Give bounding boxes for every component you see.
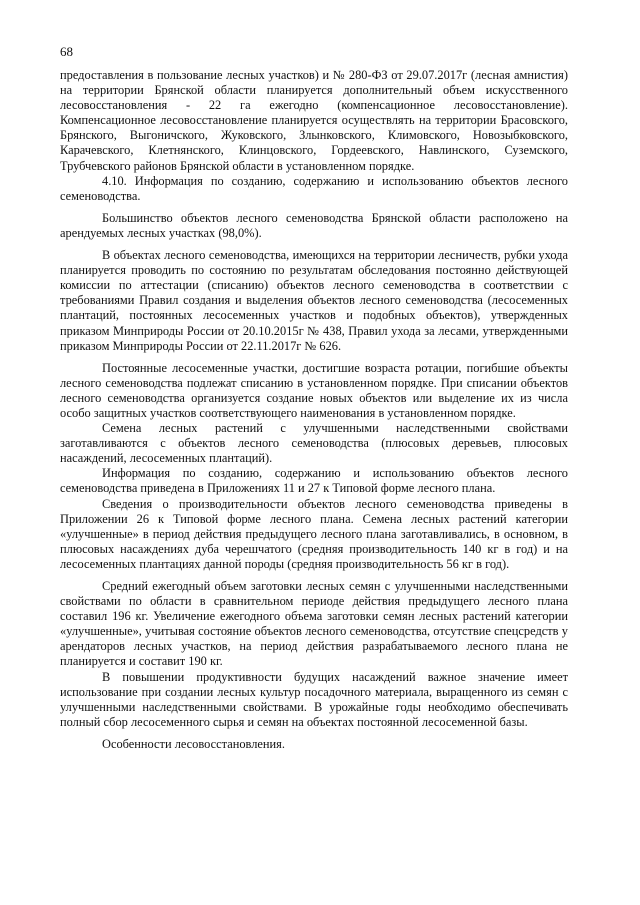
- paragraph-annual-volume: Средний ежегодный объем заготовки лесных семян с улучшенными наследственными свойствами по области в сравнительном периоде действия предыдущего лесного плана составил 196 кг. Увеличение ежегодного объема заготовки семян лесных растений категории «улучшенные», учитывая состояние объектов лесного семеноводства, отсутствие спецсредств у арендаторов лесных участков, на период действия разрабатываемого лесного плана не планируется и составит 190 кг.: [60, 579, 568, 669]
- paragraph-continuation: предоставления в пользование лесных участков) и № 280-ФЗ от 29.07.2017г (лесная амнистия) на территории Брянской области планируется дополнительный объем искусственного лесовосстановления - 22 га ежегодно (компенсационное лесовосстановление). Компенсационное лесовосстановление планируется осуществлять на территории Брасовского, Брянского, Выгоничского, Жуковского, Злынковского, Климовского, Новозыбковского, Карачевского, Клетнянского, Клинцовского, Гордеевского, Навлинского, Суземского, Трубчевского районов Брянской области в установленном порядке.: [60, 68, 568, 173]
- section-heading-4-10: 4.10. Информация по созданию, содержанию и использованию объектов лесного семеноводства.: [60, 173, 568, 203]
- document-body: [60, 68, 568, 752]
- paragraph-thinning: В объектах лесного семеноводства, имеющихся на территории лесничеств, рубки ухода планируется проводить по состоянию по результатам обследования постоянно действующей комиссии по аттестации (списанию) объектов лесного семеноводства в соответствии с требованиями Правил создания и выделения объектов лесного семеноводства (лесосеменных плантаций, постоянных лесосеменных участков и подобных объектов), утвержденных приказом Минприроды России от 20.10.2015г № 438, Правил ухода за лесами, утвержденными приказом Минприроды России от 22.11.2017г № 626.: [60, 248, 568, 353]
- paragraph-productivity-increase: В повышении продуктивности будущих насаждений важное значение имеет использование при создании лесных культур посадочного материала, выращенного из семян с улучшенными наследственными свойствами. В урожайные годы необходимо обеспечивать полный сбор лесосеменного сырья и семян на объектах постоянной лесосеменной базы.: [60, 669, 568, 729]
- page-number: 68: [60, 44, 73, 59]
- paragraph-improved-seeds: Семена лесных растений с улучшенными наследственными свойствами заготавливаются с объектов лесного семеноводства (плюсовых деревьев, плюсовых насаждений, лесосеменных плантаций).: [60, 421, 568, 466]
- paragraph-seed-objects-share: Большинство объектов лесного семеноводства Брянской области расположено на арендуемых лесных участках (98,0%).: [60, 210, 568, 240]
- paragraph-appendices: Информация по созданию, содержанию и использованию объектов лесного семеноводства приведена в Приложениях 11 и 27 к Типовой форме лесного плана.: [60, 466, 568, 496]
- paragraph-productivity: Сведения о производительности объектов лесного семеноводства приведены в Приложении 26 к Типовой форме лесного плана. Семена лесных растений категории «улучшенные» в период действия предыдущего лесного плана заготавливались, в основном, в плюсовых насаждениях дуба черешчатого (средняя производительность 140 кг в год) и на лесосеменных плантациях данной породы (средняя производительность 56 кг в год).: [60, 496, 568, 571]
- paragraph-reforestation-features: Особенности лесовосстановления.: [102, 736, 285, 751]
- paragraph-write-off: Постоянные лесосеменные участки, достигшие возраста ротации, погибшие объекты лесного семеноводства подлежат списанию в установленном порядке. При списании объектов лесного семеноводства организуется создание новых объектов или выделение их из числа особо защитных участков соответствующего наименования в установленном порядке.: [60, 360, 568, 420]
